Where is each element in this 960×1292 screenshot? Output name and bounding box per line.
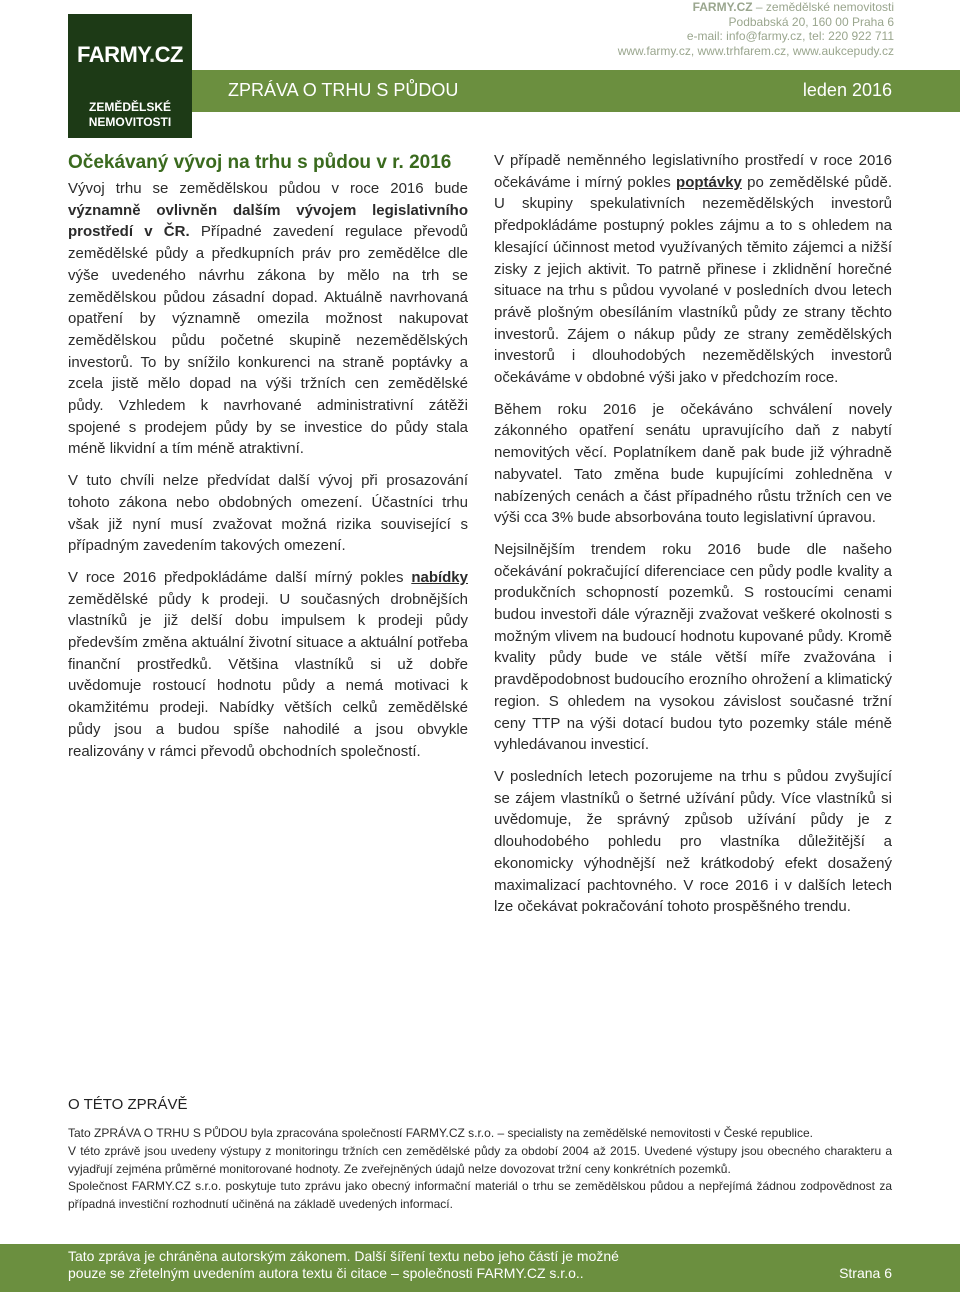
copyright-notice [68, 1248, 619, 1282]
paragraph: V tuto chvíli nelze předvídat další vývoj při prosazování tohoto zákona nebo obdobných omezení. Účastníci trhu však již nyní musí zvažovat možná rizika související s případným zavedením takových omezení. [68, 472, 468, 555]
logo-title-part: FARMY [76, 42, 150, 67]
paragraph-text: po zemědělské půdě. U skupiny spekulativních nezemědělských investorů předpokládáme postupný pokles zájmu a to s ohledem na klesající účinnost metod využívaných těmito zájemci a nižší zisky z jejich aktivit. To patrně přinese i zklidnění horečné situace na trhu s půdou vyvolané v posledních dvou letech právě plošným obesíláním vlastníků půdy ze strany těchto investorů. Zájem o nákup půdy ze strany zemědělských investorů i dlouhodobých nezemědělských investorů očekáváme v obdobné výši jako v předchozím roce. [494, 173, 892, 387]
about-paragraph: Společnost FARMY.CZ s.r.o. poskytuje tuto zprávu jako obecný informační materiál o trhu se zemědělskou půdou a nepřejímá žádnou zodpovědnost za případná investiční rozhodnutí učiněná na základě uvedených informací. [68, 1179, 892, 1212]
logo-title [68, 42, 192, 68]
contact-brand-rest: – zemědělské nemovitosti [752, 0, 894, 14]
contact-email: e-mail: info@farmy.cz, tel: 220 922 711 [686, 29, 894, 43]
paragraph [68, 178, 468, 460]
contact-brand-line [618, 0, 894, 15]
paragraph-text: V roce 2016 předpokládáme další mírný pokles [68, 568, 412, 586]
logo-subtitle [68, 100, 192, 130]
paragraph-bold-text: významně ovlivněn dalším vývojem legislativního prostředí v ČR. [68, 201, 468, 241]
contact-address: Podbabská 20, 160 00 Praha 6 [728, 14, 894, 29]
logo-subtitle-line: ZEMĚDĚLSKÉ [88, 100, 171, 114]
logo-title-dot: . [149, 42, 155, 67]
contact-block [618, 0, 894, 58]
paragraph: Během roku 2016 je očekáváno schválení novely zákonného opatření senátu upravujícího daň z nabytí nemovitých věcí. Poplatníkem daně pak bude již výhradně nabyvatel. Tato změna bude kupujícími zohledněna v nabízených cenách a část případného růstu tržních cen ve výši cca 3% bude absorbována touto legislativní úpravou. [494, 400, 892, 527]
paragraph-text: Případné zavedení regulace převodů zemědělské půdy a předkupních práv pro zemědělce dle výše uvedeného návrhu zákona by mělo na trh se zemědělskou půdou zásadní dopad. Aktuálně navrhovaná opatření by významně omezila možnost nakupovat zemědělskou půdu početné skupině nezemědělských investorů. To by snížilo konkurenci na straně poptávky a zcela jistě mělo dopad na výši tržních cen zemědělské půdy. Vzhledem k navrhované administrativní zátěži spojené s prodejem půdy by se investice do půdy stala méně likvidní a tím méně atraktivní. [68, 223, 468, 458]
copyright-line: pouze se zřetelným uvedením autora textu či citace – společnosti FARMY.CZ s.r.o.. [68, 1265, 584, 1281]
about-title: O TÉTO ZPRÁVĚ [68, 1096, 188, 1113]
about-paragraph: V této zprávě jsou uvedeny výstupy z monitoringu tržních cen zemědělské půdy za období 2004 až 2015. Uvedené výstupy jsou obecného charakteru a vyjadřují zejména průměrné monitorované hodnoty. Ze zveřejněných údajů nelze dovozovat tržní ceny konkrétních pozemků. [68, 1143, 892, 1176]
report-title: ZPRÁVA O TRHU S PŮDOU [228, 80, 459, 100]
paragraph-text: V případě neměnného legislativního prostředí v roce 2016 očekáváme i mírný pokles [494, 152, 892, 191]
paragraph [68, 567, 468, 762]
paragraph: V posledních letech pozorujeme na trhu s půdou zvyšující se zájem vlastníků o šetrné užívání půdy. Více vlastníků si uvědomuje, že správný způsob užívání půdy je z dlouhodobého pohledu pro vlastníka důležitější a ekonomicky výhodnější než krátkodobý efekt dosažený maximalizací pachtovného. V roce 2016 i v dalších letech lze očekávat pokračování tohoto prospěšného trendu. [494, 767, 892, 916]
paragraph [494, 150, 892, 389]
about-paragraph: Tato ZPRÁVA O TRHU S PŮDOU byla zpracována společností FARMY.CZ s.r.o. – specialisty na zemědělské nemovitosti v České republice. [68, 1126, 813, 1140]
footer-band [0, 1244, 960, 1292]
about-section [68, 1096, 892, 1214]
right-column [494, 150, 892, 928]
section-heading: Očekávaný vývoj na trhu s půdou v r. 2016 [68, 152, 452, 173]
page-number: Strana 6 [839, 1265, 892, 1281]
header-band [192, 70, 960, 112]
left-column [68, 150, 468, 772]
logo-subtitle-line: NEMOVITOSTI [88, 115, 172, 129]
paragraph-text: Vývoj trhu se zemědělskou půdou v roce 2016 bude [68, 180, 468, 197]
copyright-line: Tato zpráva je chráněna autorským zákonem. Další šíření textu nebo jeho částí je možné [68, 1248, 619, 1264]
company-logo [68, 14, 192, 138]
contact-brand: FARMY.CZ [692, 0, 753, 14]
logo-title-part: CZ [154, 42, 183, 67]
contact-web: www.farmy.cz, www.trhfarem.cz, www.aukcepudy.cz [617, 43, 894, 58]
emphasis-underline: poptávky [676, 173, 742, 191]
emphasis-underline: nabídky [411, 568, 468, 586]
report-date: leden 2016 [802, 80, 892, 100]
paragraph: Nejsilnějším trendem roku 2016 bude dle našeho očekávání pokračující diferenciace cen půdy podle kvality a produkčních schopností pozemků. S rostoucími cenami budou investoři dále výrazněji zvažovat veškeré okolnosti s možným vlivem na budoucí hodnotu kupované půdy. Kromě kvality půdy bude ve stále větší míře zvažována i pravděpodobnost budoucího erozního ohrožení a klimatický region. S ohledem na vysokou závislost současné tržní ceny TTP na výši dotací budou tyto pozemky stále méně vyhledávanou investicí. [494, 540, 892, 754]
paragraph-text: zemědělské půdy k prodeji. U současných drobnějších vlastníků je již delší dobu impulsem k prodeji půdy především změna aktuální životní situace a aktuální potřeba finanční prostředků. Většina vlastníků si už dobře uvědomuje rostoucí hodnotu půdy a nemá motivaci k okamžitému prodeji. Nabídky větších celků zemědělské půdy jsou a budou spíše nahodilé a jsou obvykle realizovány v rámci převodů obchodních společností. [68, 590, 468, 760]
about-text [68, 1125, 892, 1214]
